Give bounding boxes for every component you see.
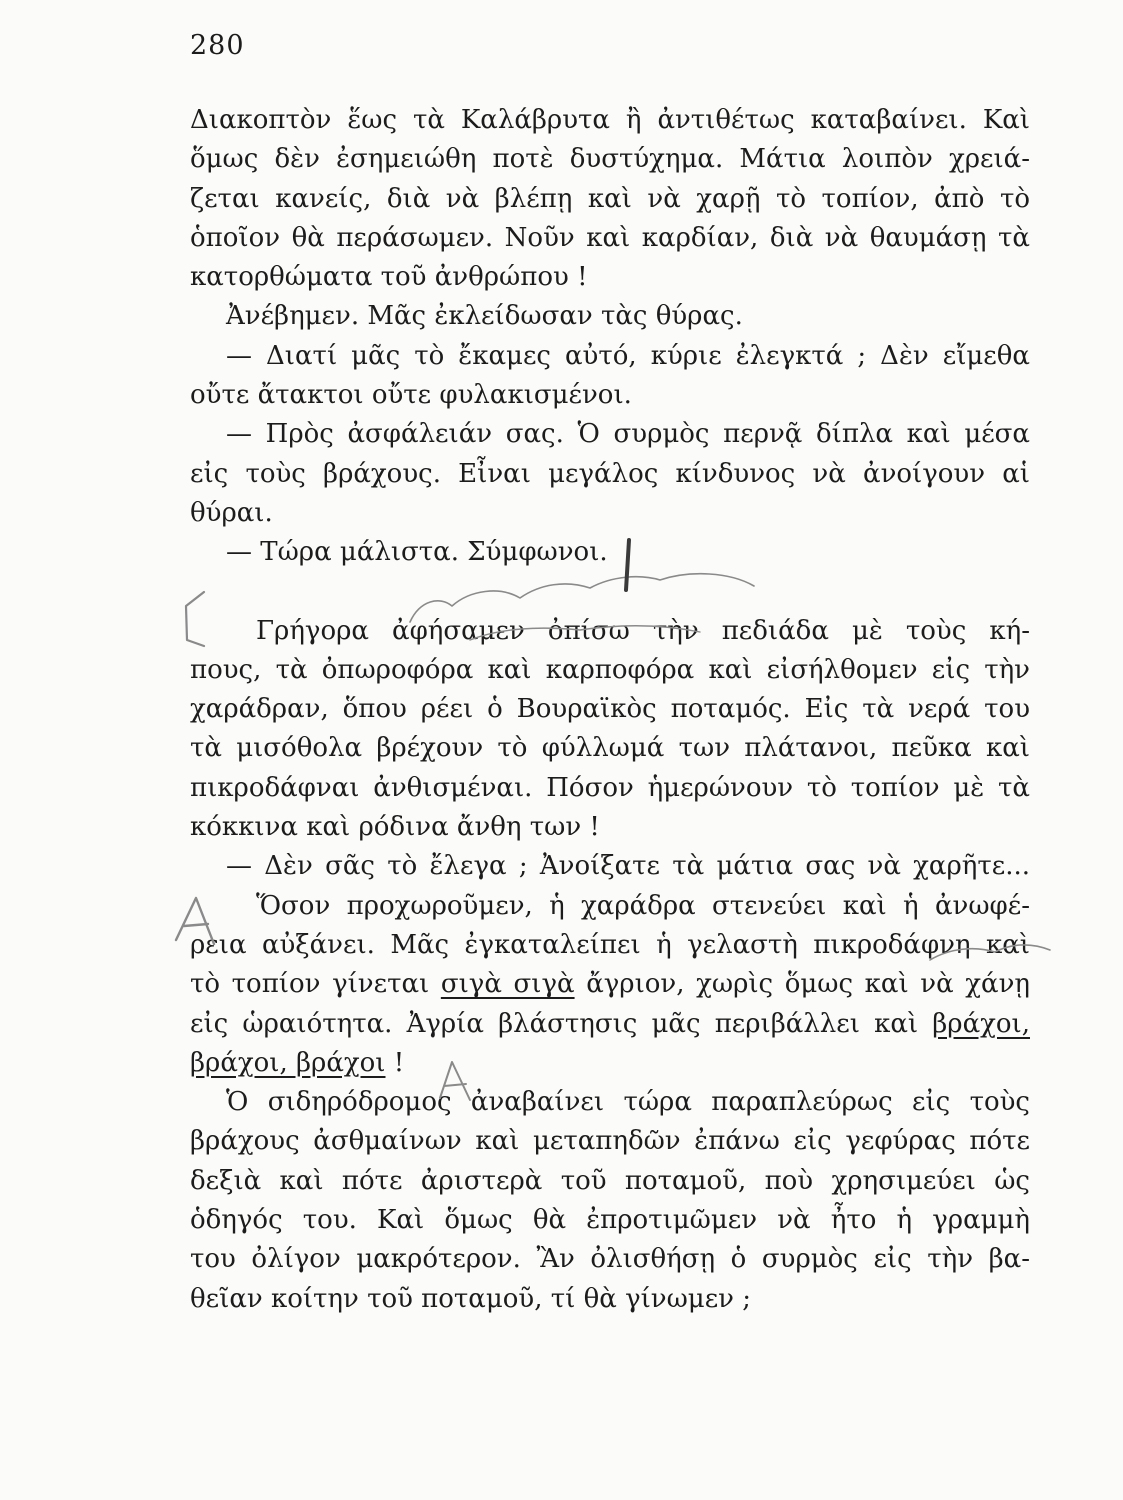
- text-line: ρεια αὐξάνει. Μᾶς ἐγκαταλείπει ἡ γελαστὴ πικροδάφνη καὶ: [190, 929, 1030, 960]
- text-fragment: εἰς ὡραιότητα. Ἀγρία βλάστησις μᾶς περιβάλλει καὶ: [190, 1008, 933, 1039]
- text-line: Διακοπτὸν ἕως τὰ Καλάβρυτα ἢ ἀντιθέτως καταβαίνει. Καὶ: [190, 105, 1030, 135]
- text-line: — Διατί μᾶς τὸ ἔκαμες αὐτό, κύριε ἐλεγκτά ; Δὲν εἴμεθα: [226, 340, 1030, 371]
- text-line: — Δὲν σᾶς τὸ ἔλεγα ; Ἀνοίξατε τὰ μάτια σας νὰ χαρῆτε...: [226, 851, 1030, 882]
- text-line: χαράδραν, ὅπου ρέει ὁ Βουραϊκὸς ποταμός. Εἰς τὰ νερά του: [190, 694, 1030, 725]
- text-line: δεξιὰ καὶ πότε ἀριστερὰ τοῦ ποταμοῦ, ποὺ χρησιμεύει ὡς: [190, 1165, 1030, 1196]
- underlined-text: βράχοι,: [932, 1008, 1030, 1039]
- body-text: [190, 101, 1030, 1319]
- text-line: [190, 1044, 1030, 1083]
- text-line: κατορθώματα τοῦ ἀνθρώπου !: [190, 262, 588, 293]
- text-line: Γρήγορα ἀφήσαμεν ὀπίσω τὴν πεδιάδα μὲ τοὺς κή-: [256, 615, 1030, 646]
- text-fragment: ἄγριον, χωρὶς ὅμως καὶ νὰ χάνῃ: [574, 969, 1030, 1000]
- paragraph-gap: [190, 573, 1030, 612]
- text-line: Ὅσον προχωροῦμεν, ἡ χαράδρα στενεύει καὶ ἡ ἀνωφέ-: [256, 890, 1030, 921]
- text-line: οὔτε ἄτακτοι οὔτε φυλακισμένοι.: [190, 380, 632, 411]
- text-line: τὰ μισόθολα βρέχουν τὸ φύλλωμά των πλάτανοι, πεῦκα καὶ: [190, 733, 1030, 764]
- text-line: Ὁ σιδηρόδρομος ἀναβαίνει τώρα παραπλεύρως εἰς τοὺς: [226, 1087, 1030, 1118]
- text-fragment: !: [385, 1047, 405, 1078]
- text-line: ζεται κανείς, διὰ νὰ βλέπῃ καὶ νὰ χαρῇ τὸ τοπίον, ἀπὸ τὸ: [190, 183, 1030, 214]
- page-number: 280: [190, 30, 245, 61]
- underlined-text: βράχοι, βράχοι: [190, 1047, 386, 1078]
- text-line: του ὀλίγον μακρότερον. Ἂν ὀλισθήσῃ ὁ συρμὸς εἰς τὴν βα-: [190, 1244, 1030, 1275]
- text-line: πικροδάφναι ἀνθισμέναι. Πόσον ἡμερώνουν τὸ τοπίον μὲ τὰ: [190, 772, 1030, 803]
- text-line: ὁποῖον θὰ περάσωμεν. Νοῦν καὶ καρδίαν, διὰ νὰ θαυμάσῃ τὰ: [190, 222, 1030, 253]
- text-line: πους, τὰ ὀπωροφόρα καὶ καρποφόρα καὶ εἰσήλθομεν εἰς τὴν: [190, 654, 1030, 685]
- text-line: [190, 965, 1030, 1004]
- text-line: βράχους ἀσθμαίνων καὶ μεταπηδῶν ἐπάνω εἰς γεφύρας πότε: [190, 1126, 1030, 1157]
- text-line: Ἀνέβημεν. Μᾶς ἐκλείδωσαν τὰς θύρας.: [226, 301, 743, 332]
- text-line: θύραι.: [190, 497, 273, 528]
- text-line: εἰς τοὺς βράχους. Εἶναι μεγάλος κίνδυνος νὰ ἀνοίγουν αἱ: [190, 458, 1030, 489]
- text-line: [190, 1005, 1030, 1044]
- text-line: — Πρὸς ἀσφάλειάν σας. Ὁ συρμὸς περνᾷ δίπλα καὶ μέσα: [226, 419, 1030, 450]
- text-line: ὁδηγός του. Καὶ ὅμως θὰ ἐπροτιμῶμεν νὰ ἦτο ἡ γραμμὴ: [190, 1205, 1030, 1236]
- text-line: θεῖαν κοίτην τοῦ ποταμοῦ, τί θὰ γίνωμεν ;: [190, 1283, 752, 1314]
- underlined-text: σιγὰ σιγὰ: [440, 969, 575, 1000]
- text-fragment: τὸ τοπίον γίνεται: [190, 969, 441, 1000]
- text-line: — Τώρα μάλιστα. Σύμφωνοι.: [226, 537, 608, 568]
- text-line: ὅμως δὲν ἐσημειώθη ποτὲ δυστύχημα. Μάτια λοιπὸν χρειά-: [190, 144, 1030, 175]
- text-line: κόκκινα καὶ ρόδινα ἄνθη των !: [190, 812, 600, 843]
